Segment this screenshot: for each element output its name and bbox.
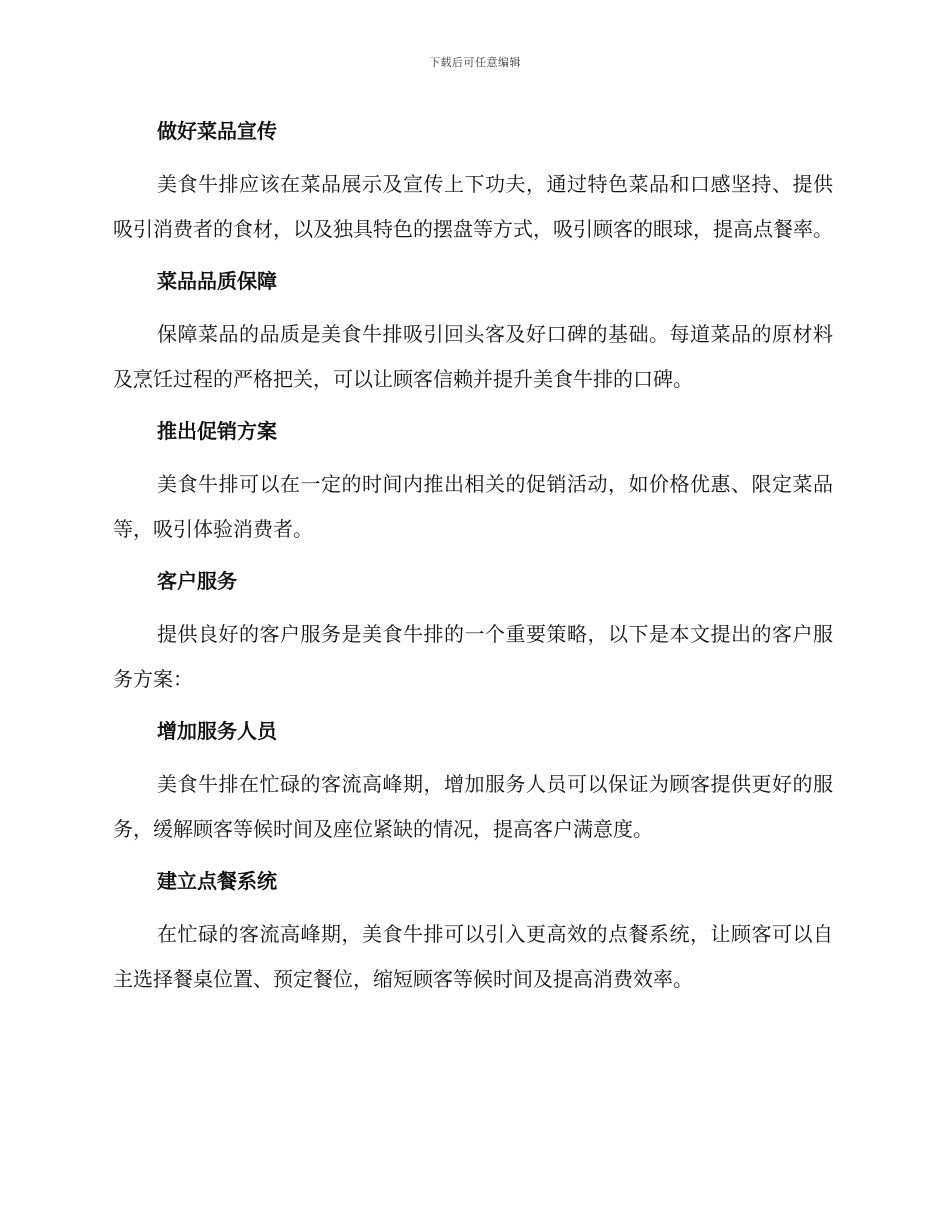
page-header: 下载后可任意编辑 [429,56,521,69]
section-heading: 建立点餐系统 [157,869,277,893]
section-heading: 菜品品质保障 [157,269,277,293]
section-heading: 做好菜品宣传 [157,119,277,143]
section-promotion-plan [113,414,833,552]
section-customer-service [113,564,833,702]
section-heading: 推出促销方案 [157,419,277,443]
section-dish-promotion [113,114,833,252]
section-paragraph: 提供良好的客户服务是美食牛排的一个重要策略，以下是本文提出的客户服务方案： [113,622,833,691]
section-heading: 增加服务人员 [157,719,277,743]
section-paragraph: 在忙碌的客流高峰期，美食牛排可以引入更高效的点餐系统，让顾客可以自主选择餐桌位置、预定餐位，缩短顾客等候时间及提高消费效率。 [113,922,833,991]
section-paragraph: 美食牛排在忙碌的客流高峰期，增加服务人员可以保证为顾客提供更好的服务，缓解顾客等候时间及座位紧缺的情况，提高客户满意度。 [113,772,833,841]
section-dish-quality [113,264,833,402]
section-paragraph: 美食牛排可以在一定的时间内推出相关的促销活动，如价格优惠、限定菜品等，吸引体验消费者。 [113,472,833,541]
document-body [113,114,833,1002]
section-paragraph: 美食牛排应该在菜品展示及宣传上下功夫，通过特色菜品和口感坚持、提供吸引消费者的食材，以及独具特色的摆盘等方式，吸引顾客的眼球，提高点餐率。 [113,172,833,241]
section-paragraph: 保障菜品的品质是美食牛排吸引回头客及好口碑的基础。每道菜品的原材料及烹饪过程的严格把关，可以让顾客信赖并提升美食牛排的口碑。 [113,322,833,391]
section-add-staff [113,714,833,852]
section-heading: 客户服务 [157,569,237,593]
section-ordering-system [113,864,833,1002]
